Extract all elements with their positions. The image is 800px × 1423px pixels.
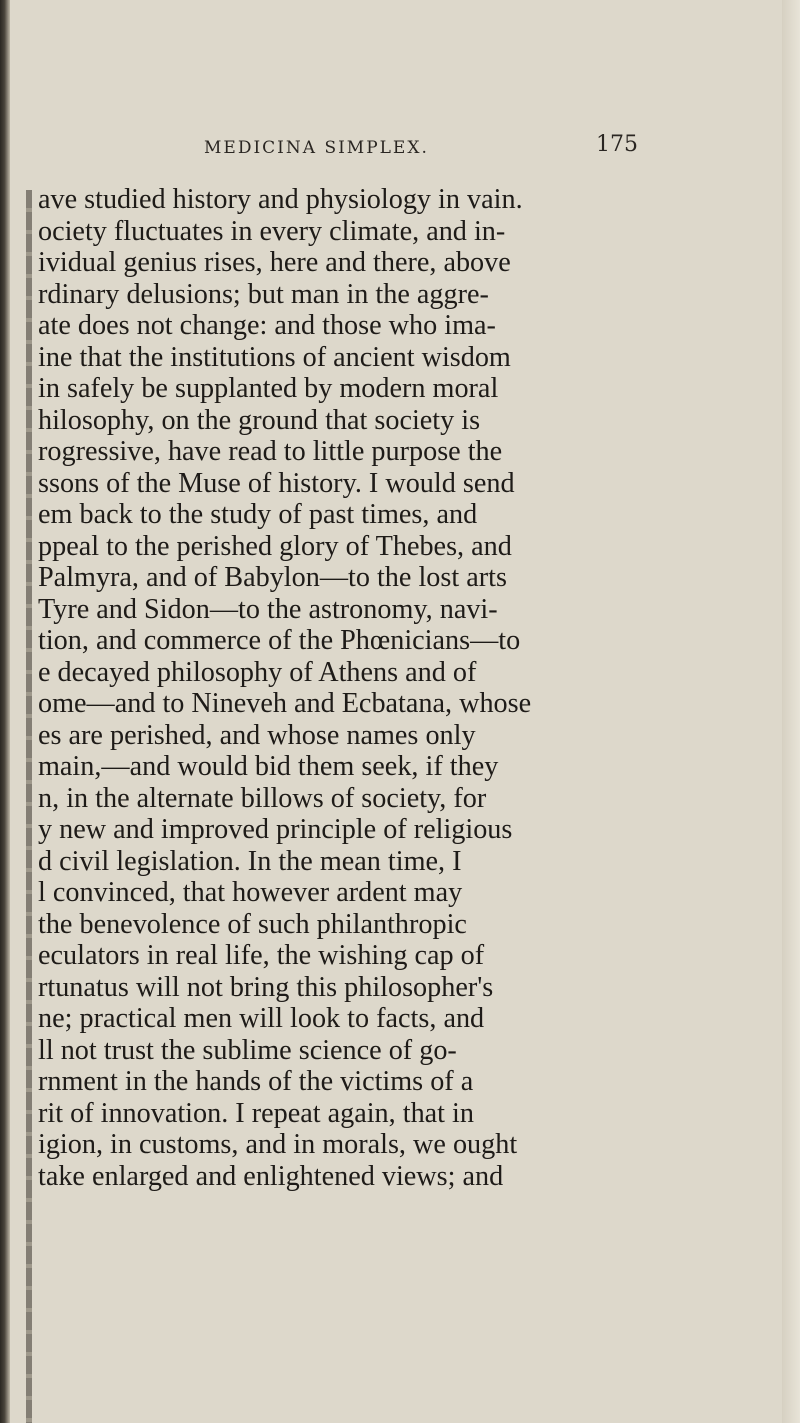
text-line: d civil legislation. In the mean time, I — [38, 845, 462, 877]
gutter-shadow — [26, 190, 32, 1423]
body-text — [38, 184, 758, 1192]
text-line: rdinary delusions; but man in the aggre- — [38, 278, 489, 310]
text-line: rogressive, have read to little purpose the — [38, 436, 503, 467]
text-line: hilosophy, on the ground that society is — [38, 404, 481, 436]
text-line: eculators in real life, the wishing cap of — [38, 940, 485, 971]
text-line: tion, and commerce of the Phœnicians—to — [38, 625, 521, 656]
text-line: ate does not change: and those who ima- — [38, 310, 496, 341]
binding-gutter — [0, 0, 10, 1423]
page-edge — [782, 0, 800, 1423]
text-line: rit of innovation. I repeat again, that in — [38, 1097, 474, 1129]
text-line: es are perished, and whose names only — [38, 719, 476, 751]
text-line: in safely be supplanted by modern moral — [38, 373, 499, 404]
text-line: rnment in the hands of the victims of a — [38, 1066, 474, 1097]
text-line: ave studied history and physiology in vain. — [38, 184, 523, 215]
text-line: ine that the institutions of ancient wisdom — [38, 341, 511, 373]
page-number: 175 — [596, 132, 638, 157]
text-line: Tyre and Sidon—to the astronomy, navi- — [38, 593, 498, 625]
running-head: MEDICINA SIMPLEX. — [204, 138, 429, 158]
page-header — [0, 132, 800, 168]
text-line: em back to the study of past times, and — [38, 499, 478, 530]
text-line: ppeal to the perished glory of Thebes, and — [38, 530, 512, 562]
text-line: ome—and to Nineveh and Ecbatana, whose — [38, 688, 532, 719]
text-line: n, in the alternate billows of society, for — [38, 782, 487, 814]
text-line: l convinced, that however ardent may — [38, 877, 463, 908]
text-line: ividual genius rises, here and there, above — [38, 247, 511, 278]
text-line: the benevolence of such philanthropic — [38, 908, 467, 940]
text-line: Palmyra, and of Babylon—to the lost arts — [38, 562, 507, 593]
text-line: e decayed philosophy of Athens and of — [38, 656, 477, 688]
text-line: ne; practical men will look to facts, and — [38, 1003, 485, 1034]
text-line: ll not trust the sublime science of go- — [38, 1034, 457, 1066]
text-line: igion, in customs, and in morals, we ought — [38, 1129, 518, 1160]
text-line: ociety fluctuates in every climate, and in- — [38, 215, 506, 247]
text-line: take enlarged and enlightened views; and — [38, 1160, 504, 1192]
text-line: rtunatus will not bring this philosopher's — [38, 971, 494, 1003]
text-line: y new and improved principle of religious — [38, 814, 513, 845]
text-line: ssons of the Muse of history. I would send — [38, 467, 515, 499]
text-line: main,—and would bid them seek, if they — [38, 751, 499, 782]
